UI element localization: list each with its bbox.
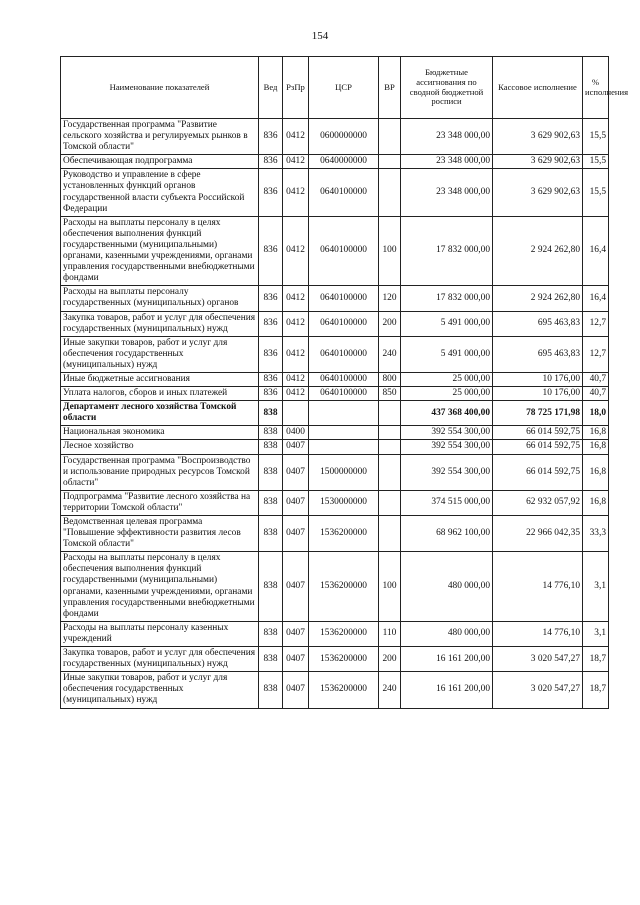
cell-vr: 200: [379, 311, 401, 336]
cell-vr: 240: [379, 336, 401, 372]
cell-pct: 3,1: [583, 621, 609, 646]
cell-rzpr: 0412: [283, 169, 309, 216]
cell-vr: 110: [379, 621, 401, 646]
header-pct: % исполнения: [583, 57, 609, 119]
cell-rzpr: 0412: [283, 311, 309, 336]
cell-ved: 838: [259, 621, 283, 646]
cell-csr: 0640100000: [309, 372, 379, 386]
cell-rzpr: 0412: [283, 119, 309, 155]
table-row: [61, 311, 609, 336]
cell-ved: 838: [259, 647, 283, 672]
cell-assigned: 23 348 000,00: [401, 169, 493, 216]
table-row: [61, 387, 609, 401]
cell-ved: 838: [259, 516, 283, 552]
cell-csr: [309, 440, 379, 454]
cell-assigned: 5 491 000,00: [401, 311, 493, 336]
cell-csr: 1536200000: [309, 552, 379, 622]
cell-assigned: 16 161 200,00: [401, 647, 493, 672]
cell-ved: 838: [259, 454, 283, 490]
cell-name: Государственная программа "Воспроизводство и использование природных ресурсов Томской области": [61, 454, 259, 490]
cell-assigned: 392 554 300,00: [401, 426, 493, 440]
cell-name: Закупка товаров, работ и услуг для обеспечения государственных (муниципальных) нужд: [61, 647, 259, 672]
cell-vr: 240: [379, 672, 401, 708]
budget-table: [60, 56, 629, 709]
table-row: [61, 647, 609, 672]
cell-name: Иные закупки товаров, работ и услуг для обеспечения государственных (муниципальных) нужд: [61, 336, 259, 372]
cell-ved: 836: [259, 119, 283, 155]
cell-rzpr: 0412: [283, 286, 309, 311]
cell-pct: 16,8: [583, 426, 609, 440]
cell-name: Обеспечивающая подпрограмма: [61, 155, 259, 169]
cell-ved: 838: [259, 401, 283, 426]
cell-cash: 66 014 592,75: [493, 426, 583, 440]
cell-vr: [379, 169, 401, 216]
cell-assigned: 17 832 000,00: [401, 216, 493, 286]
cell-pct: 16,8: [583, 454, 609, 490]
header-csr: ЦСР: [309, 57, 379, 119]
cell-csr: 0640100000: [309, 286, 379, 311]
cell-ved: 836: [259, 286, 283, 311]
cell-csr: 0600000000: [309, 119, 379, 155]
cell-vr: 100: [379, 216, 401, 286]
cell-rzpr: 0412: [283, 155, 309, 169]
table-row: [61, 169, 609, 216]
cell-assigned: 480 000,00: [401, 621, 493, 646]
cell-ved: 836: [259, 336, 283, 372]
table-row: [61, 401, 609, 426]
cell-pct: 15,5: [583, 155, 609, 169]
cell-cash: 695 463,83: [493, 311, 583, 336]
cell-cash: 2 924 262,80: [493, 216, 583, 286]
header-name: Наименование показателей: [61, 57, 259, 119]
cell-name: Подпрограмма "Развитие лесного хозяйства на территории Томской области": [61, 490, 259, 515]
cell-assigned: 374 515 000,00: [401, 490, 493, 515]
table-row: [61, 286, 609, 311]
cell-name: Расходы на выплаты персоналу казенных учреждений: [61, 621, 259, 646]
cell-vr: 120: [379, 286, 401, 311]
cell-vr: 200: [379, 647, 401, 672]
cell-rzpr: 0407: [283, 440, 309, 454]
cell-pct: 16,8: [583, 440, 609, 454]
cell-cash: 3 020 547,27: [493, 672, 583, 708]
cell-pct: 16,8: [583, 490, 609, 515]
cell-ved: 838: [259, 426, 283, 440]
cell-ved: 836: [259, 387, 283, 401]
cell-rzpr: 0412: [283, 336, 309, 372]
table-row: [61, 454, 609, 490]
table-row: [61, 516, 609, 552]
cell-assigned: 17 832 000,00: [401, 286, 493, 311]
cell-csr: 0640100000: [309, 387, 379, 401]
cell-assigned: 480 000,00: [401, 552, 493, 622]
cell-csr: 1530000000: [309, 490, 379, 515]
cell-cash: 3 629 902,63: [493, 155, 583, 169]
cell-name: Закупка товаров, работ и услуг для обеспечения государственных (муниципальных) нужд: [61, 311, 259, 336]
cell-assigned: 68 962 100,00: [401, 516, 493, 552]
cell-name: Расходы на выплаты персоналу в целях обеспечения выполнения функций государственными (муниципальными) органами, казенными учреждениями, органами управления государственными внебюджетными фондами: [61, 552, 259, 622]
cell-pct: 33,3: [583, 516, 609, 552]
cell-ved: 836: [259, 216, 283, 286]
table-row: [61, 621, 609, 646]
cell-vr: 850: [379, 387, 401, 401]
cell-pct: 16,4: [583, 216, 609, 286]
cell-rzpr: 0407: [283, 552, 309, 622]
cell-cash: 22 966 042,35: [493, 516, 583, 552]
cell-rzpr: 0412: [283, 372, 309, 386]
table-header-row: [61, 57, 609, 119]
cell-pct: 15,5: [583, 119, 609, 155]
cell-csr: 0640100000: [309, 169, 379, 216]
table-row: [61, 672, 609, 708]
cell-csr: 1536200000: [309, 621, 379, 646]
cell-name: Лесное хозяйство: [61, 440, 259, 454]
cell-cash: 10 176,00: [493, 387, 583, 401]
cell-csr: 1536200000: [309, 647, 379, 672]
table-row: [61, 426, 609, 440]
cell-ved: 838: [259, 672, 283, 708]
cell-pct: 40,7: [583, 372, 609, 386]
cell-pct: 18,7: [583, 672, 609, 708]
cell-cash: 66 014 592,75: [493, 454, 583, 490]
cell-pct: 40,7: [583, 387, 609, 401]
table-row: [61, 440, 609, 454]
header-assignments: Бюджетные ассигнования по сводной бюджетной росписи: [401, 57, 493, 119]
cell-csr: 0640100000: [309, 336, 379, 372]
cell-pct: 12,7: [583, 311, 609, 336]
cell-csr: 1536200000: [309, 516, 379, 552]
cell-csr: 1536200000: [309, 672, 379, 708]
cell-rzpr: 0412: [283, 216, 309, 286]
cell-vr: [379, 119, 401, 155]
cell-vr: [379, 426, 401, 440]
cell-vr: [379, 401, 401, 426]
cell-rzpr: 0412: [283, 387, 309, 401]
table-row: [61, 552, 609, 622]
cell-rzpr: 0407: [283, 672, 309, 708]
header-vr: ВР: [379, 57, 401, 119]
cell-assigned: 392 554 300,00: [401, 440, 493, 454]
cell-csr: 0640100000: [309, 216, 379, 286]
cell-ved: 838: [259, 552, 283, 622]
table-row: [61, 155, 609, 169]
cell-rzpr: 0407: [283, 647, 309, 672]
cell-vr: [379, 454, 401, 490]
cell-cash: 66 014 592,75: [493, 440, 583, 454]
cell-assigned: 25 000,00: [401, 387, 493, 401]
cell-rzpr: 0400: [283, 426, 309, 440]
cell-assigned: 25 000,00: [401, 372, 493, 386]
cell-rzpr: 0407: [283, 621, 309, 646]
cell-cash: 3 629 902,63: [493, 119, 583, 155]
table-row: [61, 336, 609, 372]
header-cash: Кассовое исполнение: [493, 57, 583, 119]
table-row: [61, 119, 609, 155]
cell-cash: 62 932 057,92: [493, 490, 583, 515]
cell-ved: 838: [259, 490, 283, 515]
cell-name: Уплата налогов, сборов и иных платежей: [61, 387, 259, 401]
header-ved: Вед: [259, 57, 283, 119]
table-row: [61, 490, 609, 515]
cell-name: Иные бюджетные ассигнования: [61, 372, 259, 386]
cell-assigned: 5 491 000,00: [401, 336, 493, 372]
cell-assigned: 437 368 400,00: [401, 401, 493, 426]
cell-name: Расходы на выплаты персоналу в целях обеспечения выполнения функций государственными (муниципальными) органами, казенными учреждениями, органами управления государственными внебюджетными фондами: [61, 216, 259, 286]
cell-cash: 14 776,10: [493, 621, 583, 646]
cell-ved: 836: [259, 169, 283, 216]
cell-name: Департамент лесного хозяйства Томской области: [61, 401, 259, 426]
table-body: [61, 119, 609, 709]
cell-vr: [379, 440, 401, 454]
cell-pct: 3,1: [583, 552, 609, 622]
cell-cash: 10 176,00: [493, 372, 583, 386]
cell-vr: [379, 490, 401, 515]
cell-rzpr: 0407: [283, 454, 309, 490]
cell-name: Ведомственная целевая программа "Повышение эффективности развития лесов Томской области": [61, 516, 259, 552]
cell-ved: 838: [259, 440, 283, 454]
cell-rzpr: 0407: [283, 516, 309, 552]
cell-vr: [379, 155, 401, 169]
cell-pct: 12,7: [583, 336, 609, 372]
cell-vr: 100: [379, 552, 401, 622]
cell-rzpr: 0407: [283, 490, 309, 515]
cell-pct: 16,4: [583, 286, 609, 311]
cell-csr: 1500000000: [309, 454, 379, 490]
cell-cash: 695 463,83: [493, 336, 583, 372]
cell-name: Иные закупки товаров, работ и услуг для обеспечения государственных (муниципальных) нужд: [61, 672, 259, 708]
cell-assigned: 392 554 300,00: [401, 454, 493, 490]
cell-name: Национальная экономика: [61, 426, 259, 440]
cell-cash: 2 924 262,80: [493, 286, 583, 311]
cell-assigned: 16 161 200,00: [401, 672, 493, 708]
table-row: [61, 216, 609, 286]
cell-ved: 836: [259, 311, 283, 336]
cell-name: Расходы на выплаты персоналу государственных (муниципальных) органов: [61, 286, 259, 311]
cell-ved: 836: [259, 155, 283, 169]
cell-pct: 15,5: [583, 169, 609, 216]
cell-csr: [309, 401, 379, 426]
page-number: 154: [311, 30, 329, 42]
cell-csr: 0640000000: [309, 155, 379, 169]
cell-ved: 836: [259, 372, 283, 386]
cell-pct: 18,7: [583, 647, 609, 672]
table-row: [61, 372, 609, 386]
cell-vr: 800: [379, 372, 401, 386]
cell-cash: 3 629 902,63: [493, 169, 583, 216]
cell-csr: [309, 426, 379, 440]
cell-pct: 18,0: [583, 401, 609, 426]
cell-rzpr: [283, 401, 309, 426]
cell-cash: 14 776,10: [493, 552, 583, 622]
cell-assigned: 23 348 000,00: [401, 155, 493, 169]
cell-vr: [379, 516, 401, 552]
cell-name: Государственная программа "Развитие сельского хозяйства и регулируемых рынков в Томской области": [61, 119, 259, 155]
cell-csr: 0640100000: [309, 311, 379, 336]
header-rzpr: РзПр: [283, 57, 309, 119]
cell-name: Руководство и управление в сфере установленных функций органов государственной власти субъекта Российской Федерации: [61, 169, 259, 216]
cell-cash: 78 725 171,98: [493, 401, 583, 426]
cell-assigned: 23 348 000,00: [401, 119, 493, 155]
cell-cash: 3 020 547,27: [493, 647, 583, 672]
